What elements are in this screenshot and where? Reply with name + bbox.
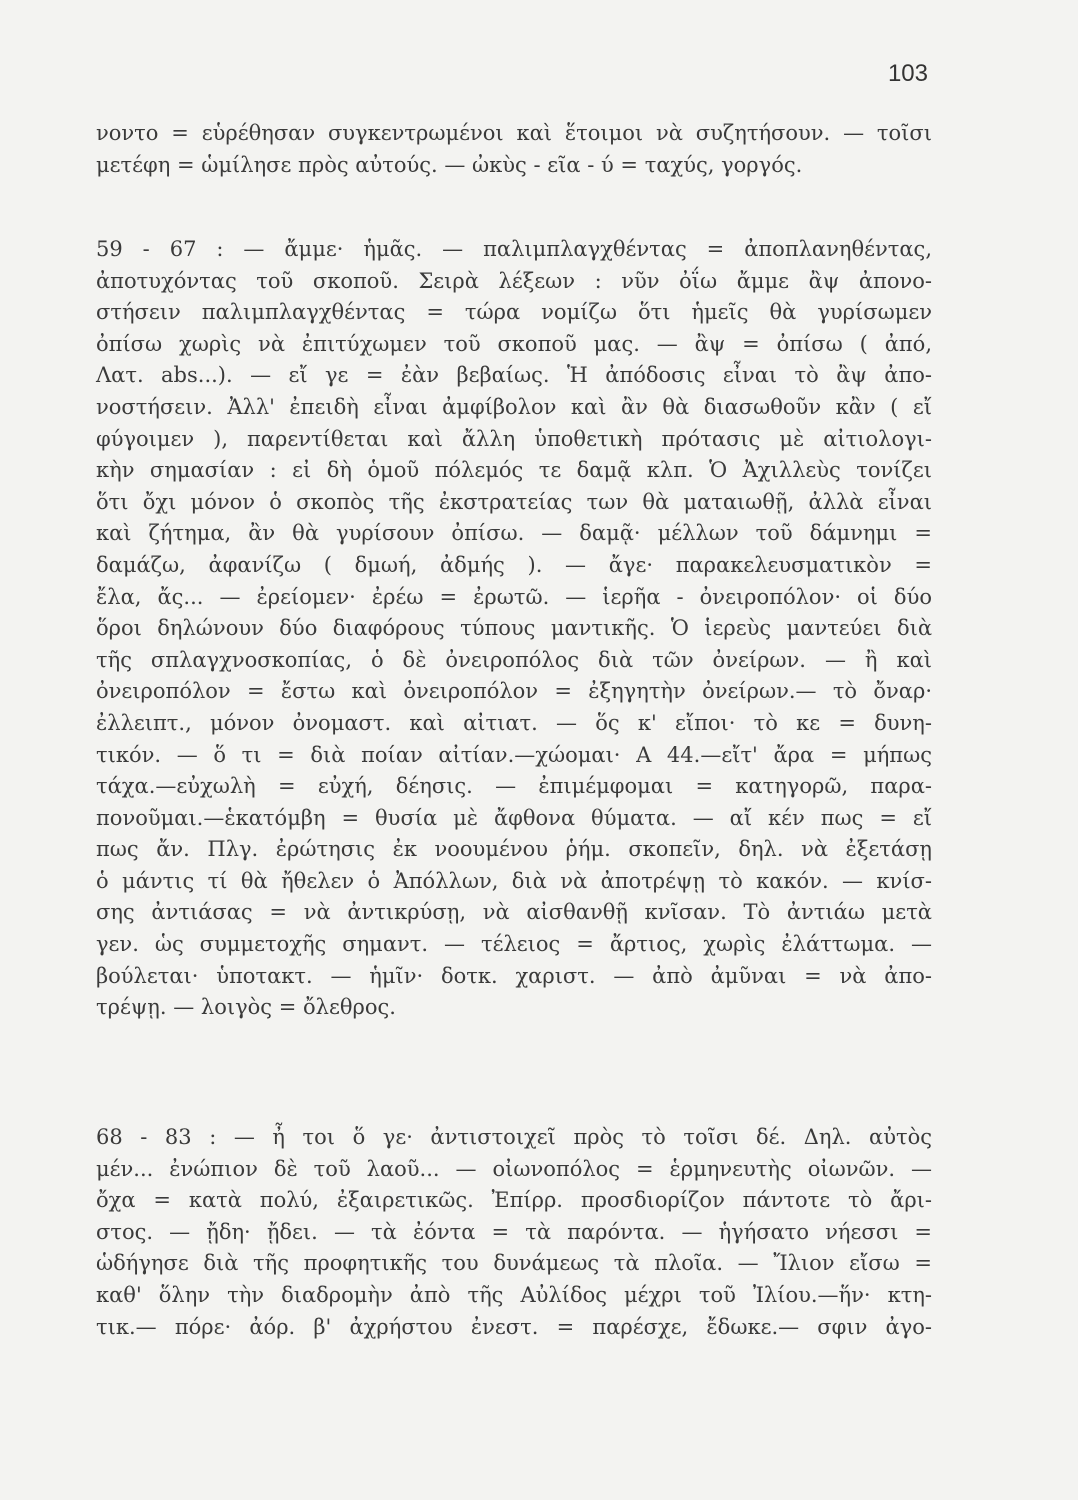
text-line: πονοῦμαι.—ἑκατόμβη = θυσία μὲ ἄφθονα θύματα. — αἴ κέν πως = εἴ (96, 805, 932, 830)
text-line: τικόν. — ὅ τι = διὰ ποίαν αἰτίαν.—χώομαι· Α 44.—εἴτ' ἄρα = μήπως (96, 742, 932, 767)
text-line: στήσειν παλιμπλαγχθέντας = τώρα νομίζω ὅτι ἡμεῖς θὰ γυρίσωμεν (96, 300, 932, 325)
text-line: ὀνειροπόλον = ἔστω καὶ ὀνειροπόλον = ἐξηγητὴν ὀνείρων.— τὸ ὄναρ· (96, 679, 932, 704)
text-line: τῆς σπλαγχνοσκοπίας, ὁ δὲ ὀνειροπόλος διὰ τῶν ὀνείρων. — ἢ καὶ (96, 647, 932, 672)
text-line: ὁ μάντις τί θὰ ἤθελεν ὁ Ἀπόλλων, διὰ νὰ ἀποτρέψῃ τὸ κακόν. — κνίσ- (96, 868, 932, 893)
text-line: 59 - 67 : — ἄμμε· ἡμᾶς. — παλιμπλαγχθέντας = ἀποπλανηθέντας, (96, 237, 932, 261)
text-line: τάχα.—εὐχωλὴ = εὐχή, δέησις. — ἐπιμέμφομαι = κατηγορῶ, παρα- (96, 774, 932, 799)
text-line: ἀποτυχόντας τοῦ σκοποῦ. Σειρὰ λέξεων : νῦν ὀΐω ἄμμε ἂψ ἀπονο- (96, 268, 932, 293)
text-line: καὶ ζήτημα, ἂν θὰ γυρίσουν ὀπίσω. — δαμᾷ· μέλλων τοῦ δάμνημι = (96, 521, 932, 546)
text-line: σης ἀντιάσας = νὰ ἀντικρύσῃ, νὰ αἰσθανθῇ κνῖσαν. Τὸ ἀντιάω μετὰ (96, 900, 932, 925)
text-line: ὅροι δηλώνουν δύο διαφόρους τύπους μαντικῆς. Ὁ ἱερεὺς μαντεύει διὰ (96, 616, 932, 641)
paragraph-3 (96, 1122, 932, 1343)
text-line: μετέφη = ὡμίλησε πρὸς αὐτούς. — ὠκὺς - εῖα - ύ = ταχύς, γοργός. (96, 152, 803, 177)
text-line: τρέψῃ. — λοιγὸς = ὄλεθρος. (96, 995, 396, 1020)
text-line: Λατ. abs...). — εἴ γε = ἐὰν βεβαίως. Ἡ ἀπόδοσις εἶναι τὸ ἂψ ἀπο- (96, 363, 932, 388)
text-line: δαμάζω, ἀφανίζω ( δμωή, ἀδμής ). — ἄγε· παρακελευσματικὸν = (96, 552, 932, 577)
page-number: 103 (887, 60, 928, 87)
text-line: 68 - 83 : — ἦ τοι ὅ γε· ἀντιστοιχεῖ πρὸς τὸ τοῖσι δέ. Δηλ. αὐτὸς (96, 1125, 932, 1149)
paragraph-1 (96, 118, 932, 181)
text-line: βούλεται· ὑποτακτ. — ἡμῖν· δοτκ. χαριστ. — ἀπὸ ἀμῦναι = νὰ ἀπο- (96, 963, 932, 988)
text-line: ὅτι ὄχι μόνον ὁ σκοπὸς τῆς ἐκστρατείας των θὰ ματαιωθῇ, ἀλλὰ εἶναι (96, 489, 932, 514)
text-line: νοστήσειν. Ἀλλ' ἐπειδὴ εἶναι ἀμφίβολον καὶ ἂν θὰ διασωθοῦν κἂν ( εἴ (96, 394, 932, 419)
text-line: ὄχα = κατὰ πολύ, ἐξαιρετικῶς. Ἐπίρρ. προσδιορίζον πάντοτε τὸ ἄρι- (96, 1188, 932, 1213)
paragraph-2 (96, 234, 932, 1024)
text-line: ἐλλειπτ., μόνον ὀνομαστ. καὶ αἰτιατ. — ὅς κ' εἴποι· τὸ κε = δυνη- (96, 710, 932, 735)
text-line: στος. — ᾔδη· ᾔδει. — τὰ ἐόντα = τὰ παρόντα. — ἡγήσατο νήεσσι = (96, 1219, 932, 1244)
text-line: καθ' ὅλην τὴν διαδρομὴν ἀπὸ τῆς Αὐλίδος μέχρι τοῦ Ἰλίου.—ἥν· κτη- (96, 1282, 932, 1307)
text-line: γεν. ὡς συμμετοχῆς σημαντ. — τέλειος = ἄρτιος, χωρὶς ἐλάττωμα. — (96, 932, 932, 957)
text-line: μέν... ἐνώπιον δὲ τοῦ λαοῦ... — οἰωνοπόλος = ἑρμηνευτὴς οἰωνῶν. — (96, 1156, 932, 1181)
text-line: τικ.— πόρε· ἀόρ. β' ἀχρήστου ἐνεστ. = παρέσχε, ἔδωκε.— σφιν ἀγο- (96, 1314, 932, 1339)
text-line: ἔλα, ἄς... — ἐρείομεν· ἐρέω = ἐρωτῶ. — ἱερῆα - ὀνειροπόλον· οἱ δύο (96, 584, 932, 609)
text-line: πως ἄν. Πλγ. ἐρώτησις ἐκ νοουμένου ῥήμ. σκοπεῖν, δηλ. νὰ ἐξετάσῃ (96, 837, 932, 862)
text-line: φύγοιμεν ), παρεντίθεται καὶ ἄλλη ὑποθετικὴ πρότασις μὲ αἰτιολογι- (96, 426, 932, 451)
text-line: νοντο = εὑρέθησαν συγκεντρωμένοι καὶ ἕτοιμοι νὰ συζητήσουν. — τοῖσι (96, 121, 932, 145)
text-line: ὡδήγησε διὰ τῆς προφητικῆς του δυνάμεως τὰ πλοῖα. — Ἴλιον εἴσω = (96, 1251, 932, 1276)
text-line: κὴν σημασίαν : εἰ δὴ ὁμοῦ πόλεμός τε δαμᾷ κλπ. Ὁ Ἀχιλλεὺς τονίζει (96, 458, 932, 483)
text-line: ὀπίσω χωρὶς νὰ ἐπιτύχωμεν τοῦ σκοποῦ μας. — ἂψ = ὀπίσω ( ἀπό, (96, 331, 932, 356)
